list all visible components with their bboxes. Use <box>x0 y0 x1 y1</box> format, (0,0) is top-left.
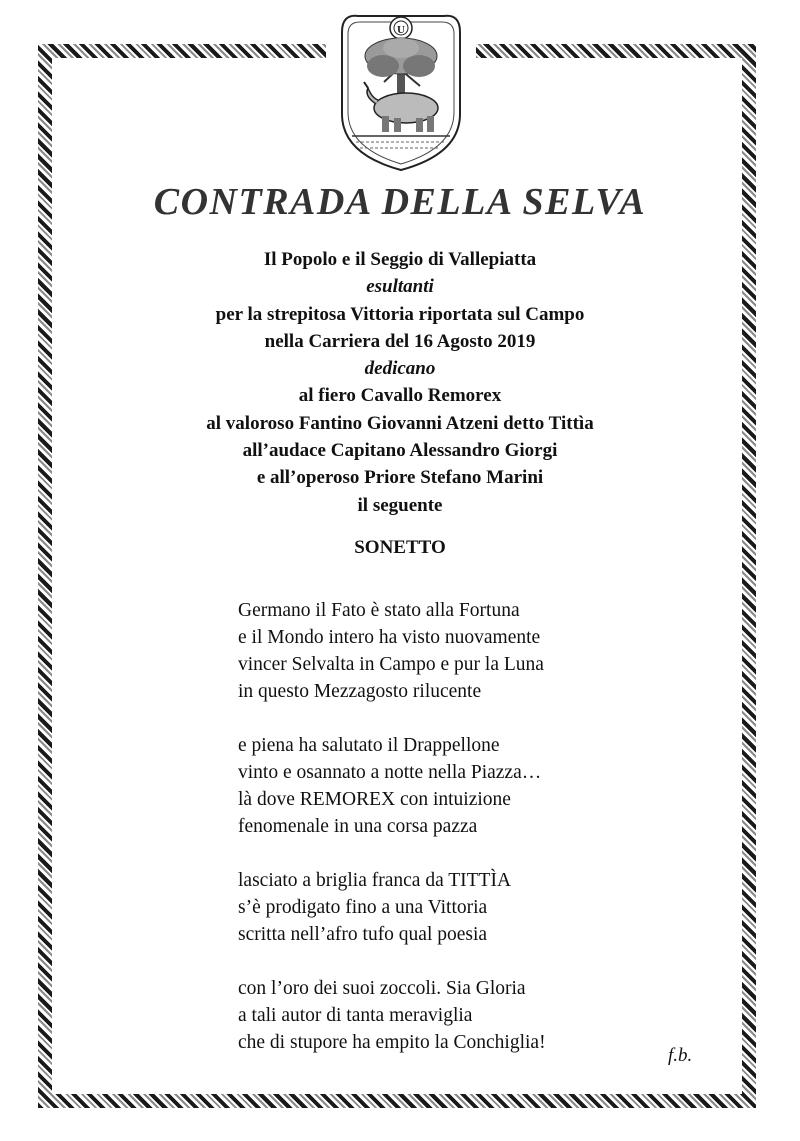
sonnet-poem <box>238 597 678 1083</box>
sonnet-stanza <box>238 975 678 1056</box>
poem-line: vinto e osannato a notte nella Piazza… <box>238 762 542 783</box>
poem-line: vincer Selvalta in Campo e pur la Luna <box>238 654 544 675</box>
poem-line: scritta nell’afro tufo qual poesia <box>238 924 488 945</box>
dedication-line: il seguente <box>357 494 443 516</box>
poem-line: con l’oro dei suoi zoccoli. Sia Gloria <box>238 978 526 999</box>
dedication-line: Il Popolo e il Seggio di Vallepiatta <box>263 249 537 270</box>
dedication-line: all’audace Capitano Alessandro Giorgi <box>242 440 558 462</box>
dedication-line: nella Carriera del 16 Agosto 2019 <box>264 330 536 352</box>
crest-letter: U <box>397 24 405 36</box>
dedication-line: al fiero Cavallo Remorex <box>298 385 502 407</box>
sonnet-stanza <box>238 867 678 948</box>
poem-line: lasciato a briglia franca da TITTÌA <box>238 870 512 891</box>
dedication-line: e all’operoso Priore Stefano Marini <box>256 467 544 489</box>
poem-line: che di stupore ha empito la Conchiglia! <box>238 1032 546 1053</box>
sonnet-stanza <box>238 597 678 705</box>
dedication-line: per la strepitosa Vittoria riportata sul Campo <box>215 303 585 325</box>
dedication-line: al valoroso Fantino Giovanni Atzeni detto Tittìa <box>206 412 594 434</box>
dedication-line: dedicano <box>364 358 436 380</box>
poem-line: Germano il Fato è stato alla Fortuna <box>238 600 520 621</box>
poem-line: in questo Mezzagosto rilucente <box>238 681 482 702</box>
poem-line: fenomenale in una corsa pazza <box>238 816 478 837</box>
poem-line: e piena ha salutato il Drappellone <box>238 735 500 756</box>
dedication-block <box>0 246 800 519</box>
poem-line: a tali autor di tanta meraviglia <box>238 1005 473 1026</box>
sonnet-title: SONETTO <box>354 537 446 558</box>
poem-line: e il Mondo intero ha visto nuovamente <box>238 627 541 648</box>
document-title: CONTRADA DELLA SELVA <box>153 181 647 223</box>
signature: f.b. <box>668 1045 693 1066</box>
dedication-line: esultanti <box>366 276 434 298</box>
poem-line: s’è prodigato fino a una Vittoria <box>238 897 488 918</box>
poem-line: là dove REMOREX con intuizione <box>238 789 511 810</box>
sonnet-stanza <box>238 732 678 840</box>
contrada-crest-emblem <box>328 4 474 174</box>
